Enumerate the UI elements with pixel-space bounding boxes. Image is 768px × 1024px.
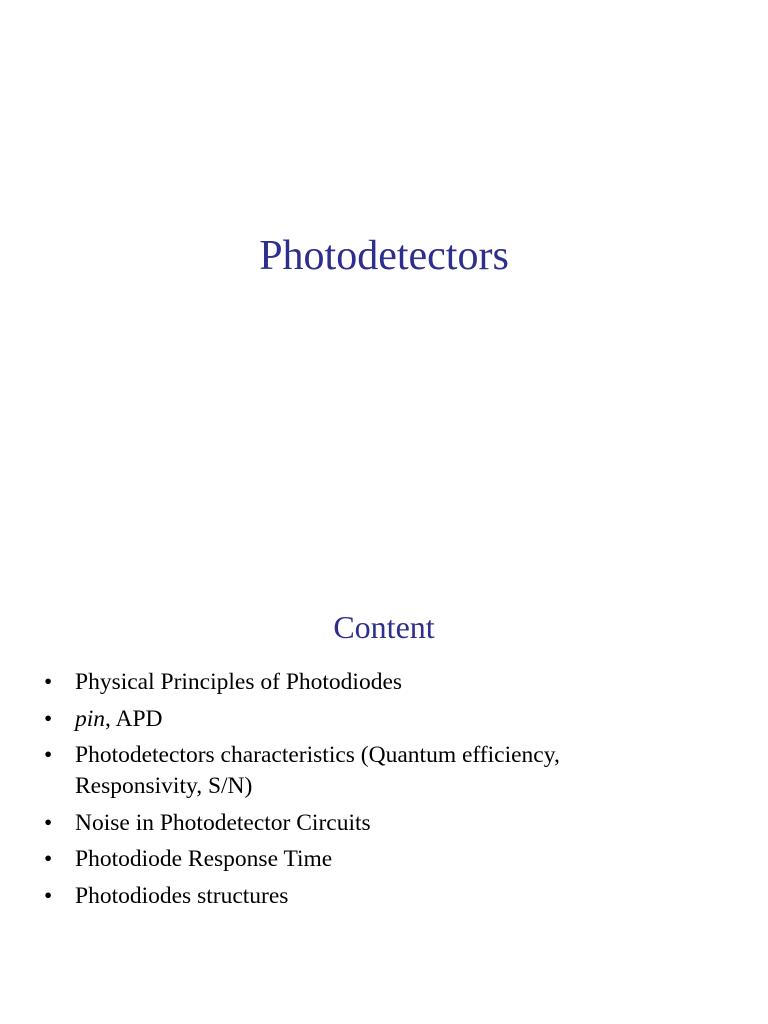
list-item-text: Physical Principles of Photodiodes [75, 669, 403, 695]
bullet-icon: • [44, 669, 53, 695]
list-item-text: Noise in Photodetector Circuits [75, 809, 371, 836]
list-item [44, 667, 664, 698]
list-item [44, 808, 664, 839]
bullet-icon: • [44, 742, 53, 768]
list-item [44, 881, 664, 912]
list-item-text: Photodiode Response Time [75, 846, 333, 872]
bullet-icon: • [44, 705, 53, 732]
slide-title: Photodetectors [259, 233, 509, 279]
bullet-icon: • [44, 846, 53, 872]
bullet-icon: • [44, 882, 53, 909]
content-bullet-list [44, 667, 664, 917]
list-item-text-continuation: Responsivity, S/N) [75, 773, 253, 799]
list-item-italic-text: pin [75, 705, 106, 732]
list-item [44, 704, 664, 735]
bullet-icon: • [44, 809, 53, 836]
list-item [44, 740, 664, 802]
list-item [44, 844, 664, 875]
content-heading: Content [333, 609, 435, 645]
list-item-text: , APD [105, 705, 163, 732]
list-item-text: Photodiodes structures [75, 882, 289, 909]
list-item-text: Photodetectors characteristics (Quantum efficiency, [75, 742, 560, 768]
